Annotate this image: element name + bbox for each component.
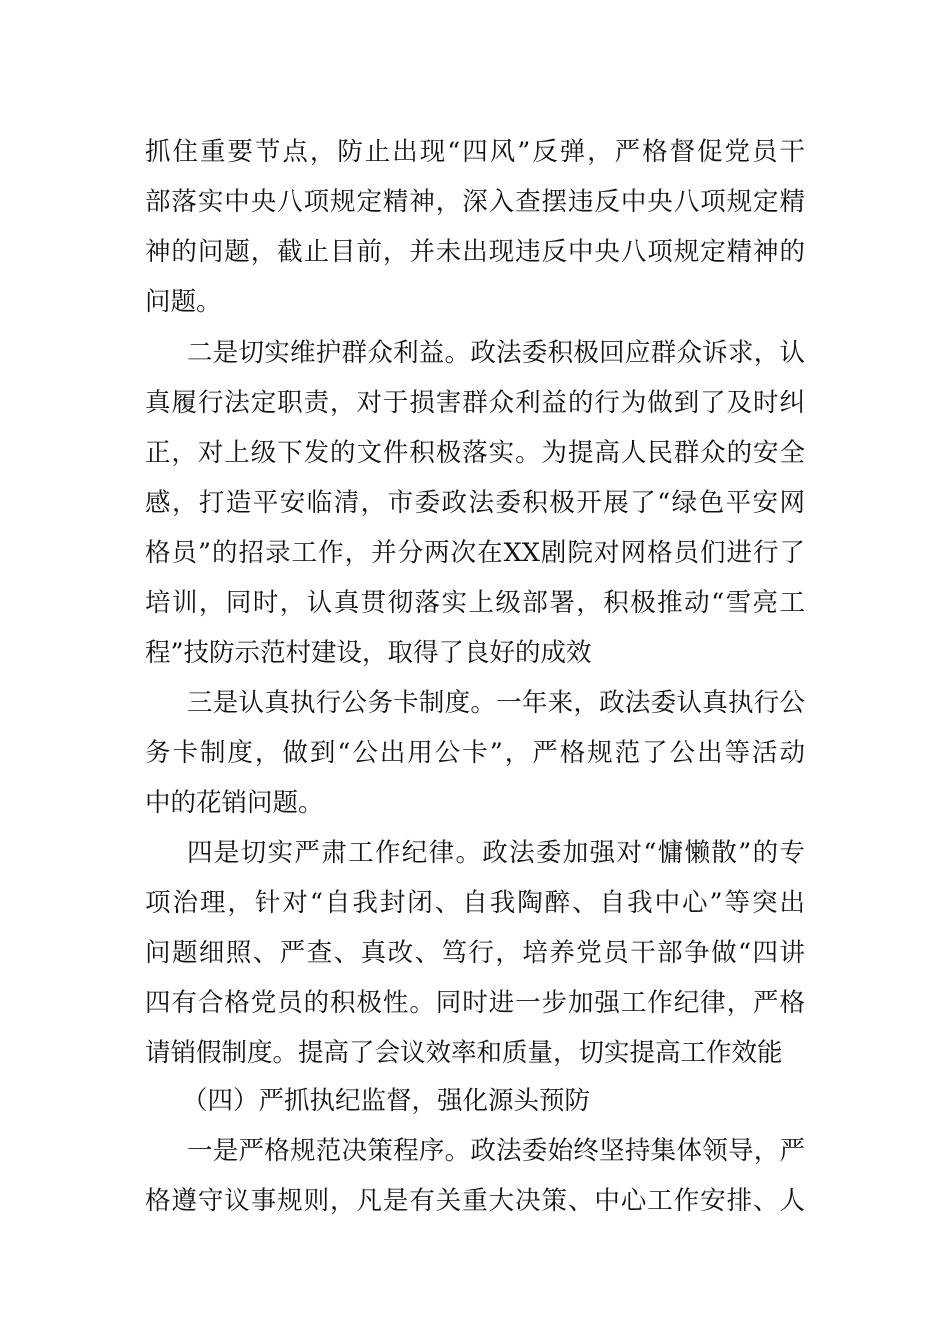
text-line: 中的花销问题。 bbox=[145, 788, 324, 818]
text-line: 程”技防示范村建设，取得了良好的成效 bbox=[145, 638, 592, 668]
text-line: 培训，同时，认真贯彻落实上级部署，积极推动“雪亮工 bbox=[145, 588, 805, 618]
text-line: 正，对上级下发的文件积极落实。为提高人民群众的安全 bbox=[145, 438, 805, 468]
paragraph-first-line: 四是切实严肃工作纪律。政法委加强对“慵懒散”的专 bbox=[187, 838, 805, 868]
text-line: 神的问题，截止目前，并未出现违反中央八项规定精神的 bbox=[145, 237, 805, 267]
paragraph-first-line: 二是切实维护群众利益。政法委积极回应群众诉求，认 bbox=[187, 338, 805, 368]
paragraph-first-line: 三是认真执行公务卡制度。一年来，政法委认真执行公 bbox=[187, 688, 805, 718]
text-line: 务卡制度，做到“公出用公卡”，严格规范了公出等活动 bbox=[145, 738, 805, 768]
text-line: 请销假制度。提高了会议效率和质量，切实提高工作效能 bbox=[145, 1038, 783, 1068]
text-line: 四有合格党员的积极性。同时进一步加强工作纪律，严格 bbox=[145, 988, 805, 1018]
section-heading: （四）严抓执纪监督，强化源头预防 bbox=[182, 1086, 591, 1116]
text-line: 问题细照、严查、真改、笃行，培养党员干部争做“四讲 bbox=[145, 938, 805, 968]
text-line: 项治理，针对“自我封闭、自我陶醉、自我中心”等突出 bbox=[145, 888, 805, 918]
text-line: 格员”的招录工作，并分两次在XX剧院对网格员们进行了 bbox=[145, 538, 805, 568]
text-line: 抓住重要节点，防止出现“四风”反弹，严格督促党员干 bbox=[145, 137, 805, 167]
text-line: 真履行法定职责，对于损害群众利益的行为做到了及时纠 bbox=[145, 388, 805, 418]
text-line: 格遵守议事规则，凡是有关重大决策、中心工作安排、人 bbox=[145, 1186, 805, 1216]
text-line: 问题。 bbox=[145, 287, 222, 317]
text-line: 部落实中央八项规定精神，深入查摆违反中央八项规定精 bbox=[145, 187, 805, 217]
paragraph-first-line: 一是严格规范决策程序。政法委始终坚持集体领导，严 bbox=[187, 1136, 805, 1166]
text-line: 感，打造平安临清，市委政法委积极开展了“绿色平安网 bbox=[145, 488, 805, 518]
